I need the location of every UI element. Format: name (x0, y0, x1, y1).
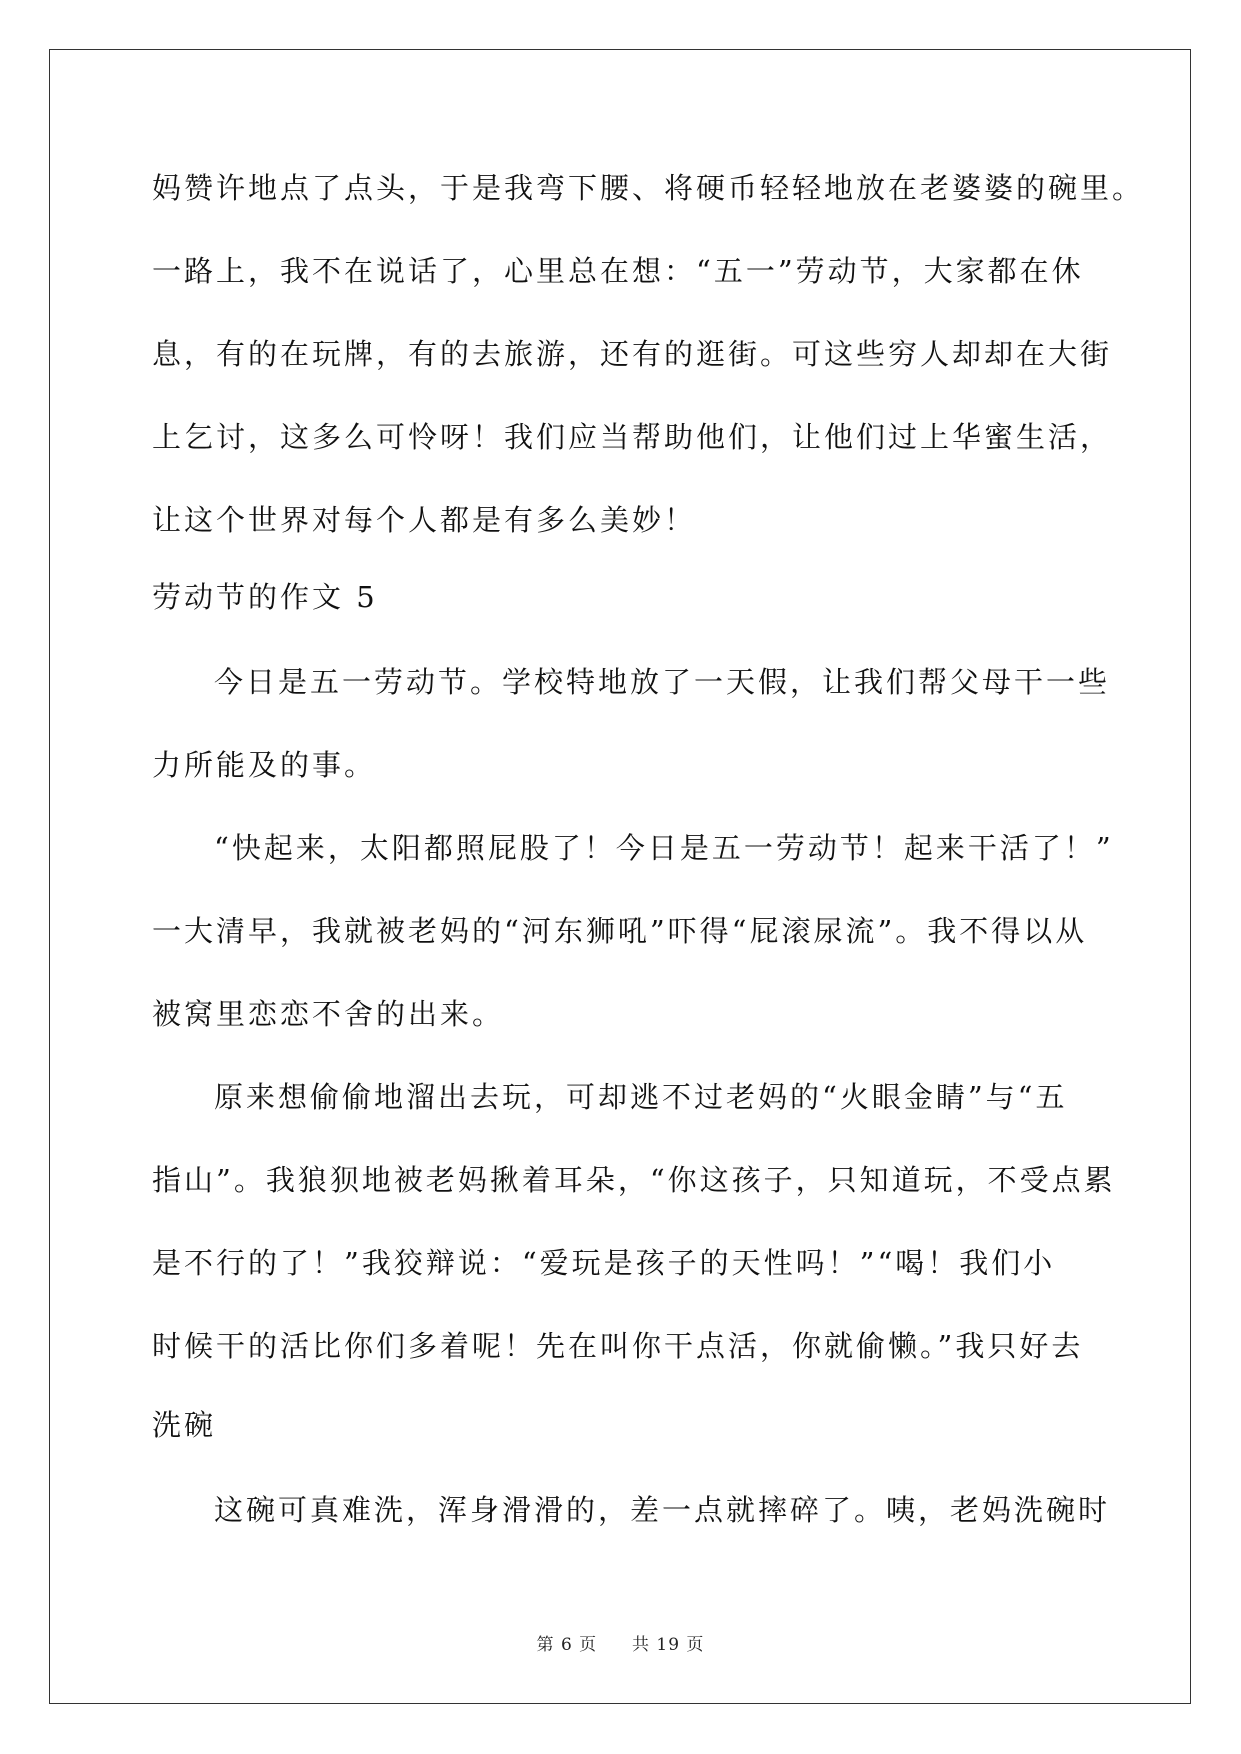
text-line: 洗碗 (152, 1408, 217, 1442)
page-border (49, 49, 1191, 1704)
text-line: 上乞讨，这多么可怜呀！我们应当帮助他们，让他们过上华蜜生活， (152, 420, 1113, 454)
page-total: 共 19 页 (631, 1635, 705, 1655)
text-line: 是不行的了！”我狡辩说：“爱玩是孩子的天性吗！”“喝！我们小 (152, 1246, 1056, 1280)
paragraph-start: 原来想偷偷地溜出去玩，可却逃不过老妈的“火眼金睛”与“五 (214, 1080, 1068, 1114)
text-line: 一大清早，我就被老妈的“河东狮吼”吓得“屁滚尿流”。我不得以从 (152, 914, 1088, 948)
text-line: 指山”。我狼狈地被老妈揪着耳朵，“你这孩子，只知道玩，不受点累 (152, 1163, 1116, 1197)
text-line: 一路上，我不在说话了，心里总在想：“五一”劳动节，大家都在休 (152, 254, 1084, 288)
paragraph-start: 今日是五一劳动节。学校特地放了一天假，让我们帮父母干一些 (214, 665, 1111, 699)
text-line: 妈赞许地点了点头，于是我弯下腰、将硬币轻轻地放在老婆婆的碗里。 (152, 171, 1145, 205)
paragraph-start: 这碗可真难洗，浑身滑滑的，差一点就摔碎了。咦，老妈洗碗时 (214, 1493, 1111, 1527)
text-line: 力所能及的事。 (152, 748, 377, 782)
page-number: 第 6 页 (536, 1635, 598, 1655)
section-heading: 劳动节的作文 5 (152, 580, 378, 614)
text-line: 时候干的活比你们多着呢！先在叫你干点活，你就偷懒。”我只好去 (152, 1329, 1084, 1363)
page-footer (0, 1630, 1241, 1655)
text-line: 让这个世界对每个人都是有多么美妙！ (152, 503, 697, 537)
text-line: 被窝里恋恋不舍的出来。 (152, 997, 505, 1031)
text-line: 息，有的在玩牌，有的去旅游，还有的逛街。可这些穷人却却在大街 (152, 337, 1113, 371)
paragraph-start: “快起来，太阳都照屁股了！今日是五一劳动节！起来干活了！” (214, 831, 1114, 865)
